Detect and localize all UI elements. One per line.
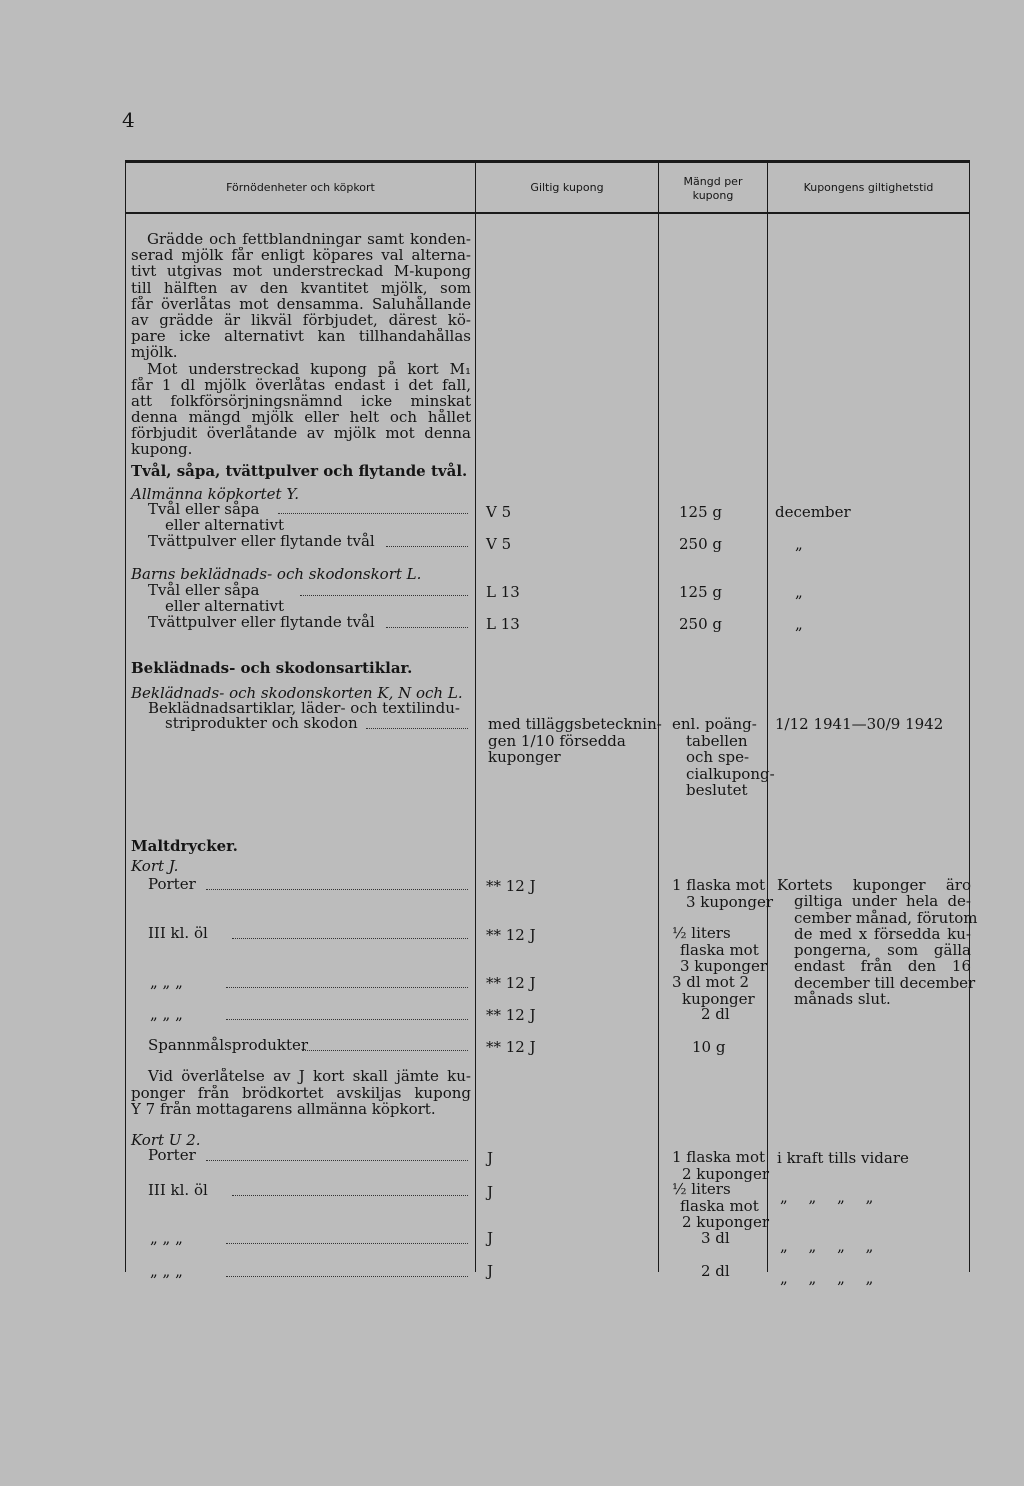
intro-line: kupong. xyxy=(131,441,193,458)
malt-note xyxy=(131,1068,471,1118)
u2-item-kupong: J xyxy=(487,1262,494,1280)
leader-dots xyxy=(386,627,468,628)
header-bottom-rule xyxy=(125,212,970,214)
malt-item-name: Porter xyxy=(148,875,196,893)
intro-line: till hälften av den kvantitet mjölk, som xyxy=(131,279,471,296)
malt-tid xyxy=(777,876,978,1009)
intro-line: får 1 dl mjölk överlåtas endast i det fall, xyxy=(131,376,471,393)
malt-item-name: „ „ „ xyxy=(150,973,183,991)
bekl-card: Beklädnads- och skodonskorten K, N och L. xyxy=(131,684,463,702)
bekl-mangd-line: tabellen xyxy=(686,731,748,750)
bekl-mangd-line: enl. poäng- xyxy=(672,715,757,733)
malt-tid-line: giltiga under hela de- xyxy=(794,892,971,911)
bekl-kupong-line: med tilläggsbetecknin- xyxy=(488,715,662,733)
tval-mangd: 250 g xyxy=(679,535,723,553)
header-giltighetstid: Kupongens giltighetstid xyxy=(803,181,934,194)
tval-mangd: 125 g xyxy=(679,503,723,521)
tval-tid: „ xyxy=(795,535,803,553)
bekl-tid: 1/12 1941—30/9 1942 xyxy=(775,715,944,733)
u2-mangd-line: 1 flaska mot xyxy=(672,1148,766,1166)
malt-tid-line: december till december xyxy=(794,973,976,992)
u2-item-mangd: 2 dl xyxy=(701,1262,730,1280)
bekl-mangd-line: cialkupong- xyxy=(686,764,775,783)
tval-kupong: V 5 xyxy=(486,503,512,521)
u2-item-kupong: J xyxy=(487,1149,494,1167)
malt-mangd-line: 3 dl mot 2 xyxy=(672,973,750,991)
tval-kupong: V 5 xyxy=(486,535,512,553)
leader-dots xyxy=(206,889,468,890)
tval-kupong: L 13 xyxy=(486,583,520,601)
u2-item-mangd xyxy=(672,1181,769,1231)
intro-line: mjölk. xyxy=(131,344,178,361)
leader-dots xyxy=(226,987,468,988)
tval-alt-l: eller alternativt xyxy=(165,597,285,615)
header-mangd-per-kupong xyxy=(659,175,767,203)
malt-note-line: ponger från brödkortet avskiljas kupong xyxy=(131,1084,471,1101)
leader-dots xyxy=(278,513,468,514)
malt-item-name: „ „ „ xyxy=(150,1005,183,1023)
u2-item-name: Porter xyxy=(148,1146,196,1164)
u2-item-tid: „ „ „ „ xyxy=(780,1188,874,1206)
u2-item-tid: „ „ „ „ xyxy=(780,1237,874,1255)
tval-powder-l: Tvättpulver eller flytande tvål xyxy=(148,613,375,631)
u2-item-kupong: J xyxy=(487,1183,494,1201)
bekl-mangd-line: och spe- xyxy=(686,748,750,766)
intro-line: att folkförsörjningsnämnd icke minskat xyxy=(131,392,471,410)
malt-tid-line: de med x försedda ku- xyxy=(794,924,971,943)
malt-mangd-line: ½ liters xyxy=(672,924,731,942)
tval-powder-y: Tvättpulver eller flytande tvål xyxy=(148,532,375,550)
u2-mangd-line: ½ liters xyxy=(672,1180,731,1198)
bekl-kupong-line: gen 1/10 försedda xyxy=(488,731,626,750)
u2-item-name: III kl. öl xyxy=(148,1181,208,1199)
u2-item-tid: i kraft tills vidare xyxy=(777,1149,909,1167)
malt-note-line: Vid överlåtelse av J kort skall jämte ku- xyxy=(148,1068,471,1085)
tval-soap-y: Tvål eller såpa xyxy=(148,500,260,518)
malt-mangd-line: flaska mot xyxy=(680,940,759,959)
malt-card-j: Kort J. xyxy=(131,857,179,875)
malt-mangd-line: 3 kuponger xyxy=(686,892,774,911)
u2-item-mangd xyxy=(672,1149,769,1182)
page-number: 4 xyxy=(122,108,135,132)
header-fornodenheter: Förnödenheter och köpkort xyxy=(226,181,375,194)
u2-card: Kort U 2. xyxy=(131,1131,201,1149)
bekl-item-line1: Beklädnadsartiklar, läder- och textilindu- xyxy=(148,699,460,717)
bekl-kupong xyxy=(488,716,662,766)
tval-soap-l: Tvål eller såpa xyxy=(148,581,260,599)
malt-tid-line: Kortets kuponger äro xyxy=(777,876,971,894)
tval-kupong: L 13 xyxy=(486,615,520,633)
malt-tid-line: cember månad, förutom xyxy=(794,908,978,927)
intro-line: får överlåtas mot densamma. Saluhållande xyxy=(131,295,471,312)
col-divider-left xyxy=(125,160,126,1272)
header-mangd-line2: kupong xyxy=(692,189,734,202)
malt-item-kupong: ** 12 J xyxy=(486,1006,536,1024)
leader-dots xyxy=(302,1050,468,1051)
intro-line: denna mängd mjölk eller helt och hållet xyxy=(131,409,471,426)
header-mangd-line1: Mängd per xyxy=(683,175,743,188)
malt-tid-line: månads slut. xyxy=(794,990,891,1009)
intro-line: Grädde och fettblandningar samt konden- xyxy=(147,231,471,248)
malt-item-mangd: 2 dl xyxy=(701,1005,730,1023)
col-divider-1 xyxy=(475,160,476,1272)
malt-mangd-line: kuponger xyxy=(682,989,755,1008)
malt-item-mangd xyxy=(672,877,773,910)
u2-item-kupong: J xyxy=(487,1229,494,1247)
col-divider-right xyxy=(969,160,970,1272)
leader-dots xyxy=(206,1160,468,1161)
leader-dots xyxy=(386,546,468,547)
tval-tid: december xyxy=(775,503,851,521)
malt-item-name: Spannmålsprodukter xyxy=(148,1036,309,1054)
malt-item-mangd xyxy=(672,925,767,975)
malt-tid-line: endast från den 16 xyxy=(794,957,971,976)
u2-item-name: „ „ „ xyxy=(150,1262,183,1280)
intro-line: tivt utgivas mot understreckad M-kupong xyxy=(131,263,471,280)
malt-item-kupong: ** 12 J xyxy=(486,877,536,895)
tval-card-l: Barns beklädnads- och skodonskort L. xyxy=(131,565,422,583)
leader-dots xyxy=(366,728,468,729)
bekl-mangd-line: beslutet xyxy=(686,781,748,799)
u2-mangd-line: flaska mot xyxy=(680,1196,759,1215)
tval-card-y: Allmänna köpkortet Y. xyxy=(131,485,300,503)
intro-line: förbjudit överlåtande av mjölk mot denna xyxy=(131,425,471,442)
malt-item-kupong: ** 12 J xyxy=(486,926,536,944)
malt-heading: Maltdrycker. xyxy=(131,837,238,855)
u2-item-tid: „ „ „ „ xyxy=(780,1269,874,1287)
u2-mangd-line: 2 kuponger xyxy=(682,1213,770,1231)
tval-mangd: 250 g xyxy=(679,615,723,633)
u2-item-mangd: 3 dl xyxy=(701,1229,730,1247)
leader-dots xyxy=(226,1276,468,1277)
malt-item-mangd xyxy=(672,974,755,1007)
bekl-mangd xyxy=(672,716,775,799)
intro-line: serad mjölk får enligt köpares val alterna- xyxy=(131,247,471,264)
tval-alt-y: eller alternativt xyxy=(165,516,285,534)
bekl-kupong-line: kuponger xyxy=(488,748,561,766)
u2-mangd-line: 2 kuponger xyxy=(682,1164,770,1183)
malt-mangd-line: 1 flaska mot xyxy=(672,876,766,894)
intro-paragraph xyxy=(131,231,471,458)
tval-tid: „ xyxy=(795,615,803,633)
malt-mangd-line: 3 kuponger xyxy=(680,957,768,975)
malt-item-kupong: ** 12 J xyxy=(486,974,536,992)
malt-item-name: III kl. öl xyxy=(148,924,208,942)
intro-line: Mot understreckad kupong på kort M₁ xyxy=(147,360,471,377)
bekl-item-line2: striprodukter och skodon xyxy=(165,714,358,732)
intro-line: av grädde är likväl förbjudet, därest kö- xyxy=(131,311,471,329)
leader-dots xyxy=(226,1243,468,1244)
intro-line: pare icke alternativt kan tillhandahållas xyxy=(131,328,471,345)
malt-note-line: Y 7 från mottagarens allmänna köpkort. xyxy=(131,1101,436,1118)
leader-dots xyxy=(232,1195,468,1196)
leader-dots xyxy=(232,938,468,939)
header-giltig-kupong: Giltig kupong xyxy=(530,181,604,194)
tval-tid: „ xyxy=(795,583,803,601)
leader-dots xyxy=(226,1019,468,1020)
u2-item-name: „ „ „ xyxy=(150,1229,183,1247)
malt-tid-line: pongerna, som gälla xyxy=(794,941,971,960)
malt-item-mangd: 10 g xyxy=(692,1038,726,1056)
table-top-rule xyxy=(125,160,970,163)
bekl-heading: Beklädnads- och skodonsartiklar. xyxy=(131,659,413,677)
tval-heading: Tvål, såpa, tvättpulver och flytande tvål. xyxy=(131,462,468,480)
leader-dots xyxy=(300,595,468,596)
tval-mangd: 125 g xyxy=(679,583,723,601)
malt-item-kupong: ** 12 J xyxy=(486,1038,536,1056)
